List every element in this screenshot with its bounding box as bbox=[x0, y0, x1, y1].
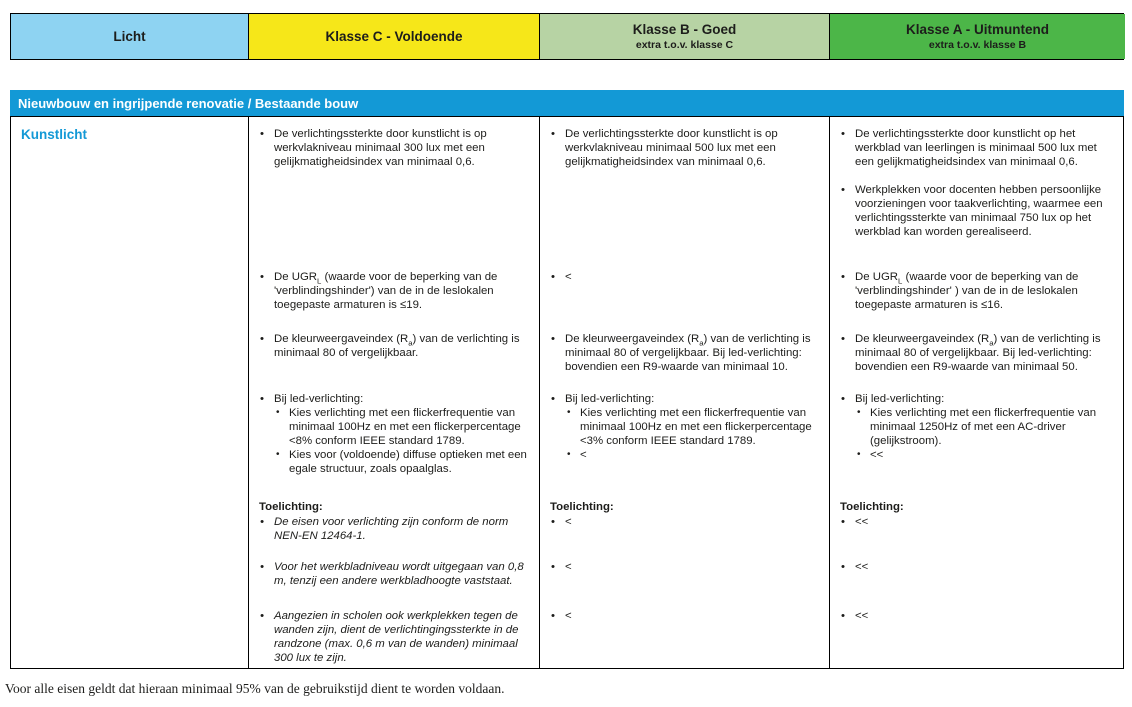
toelichting-item: • < bbox=[550, 515, 819, 559]
section-led bbox=[259, 392, 529, 500]
toelichting-item: • << bbox=[840, 609, 1115, 623]
toelichting-label: Toelichting: bbox=[550, 501, 614, 513]
sub-bullet-item: • << bbox=[856, 448, 1115, 462]
document-content bbox=[5, 13, 1124, 697]
sub-bullet-list bbox=[565, 406, 819, 462]
footer-note: Voor alle eisen geldt dat hieraan minimaal 95% van de gebruikstijd dient te worden voldaan. bbox=[5, 681, 505, 696]
sub-bullet-item: • Kies voor (voldoende) diffuse optieken met een egale structuur, zoals opaalglas. bbox=[275, 448, 529, 476]
column-klasse-a bbox=[829, 117, 1125, 668]
bullet-item: • De kleurweergaveindex $(R_a)$ van de verlichting is minimaal 80 of vergelijkbaar. bbox=[259, 332, 529, 360]
toelichting-item: • < bbox=[550, 560, 819, 608]
sub-bullet-list bbox=[274, 406, 529, 476]
header-cell-klasse-b bbox=[539, 14, 829, 59]
bullet-item: • < bbox=[550, 270, 819, 284]
header-cell-licht bbox=[11, 14, 248, 59]
section-verlichtingssterkte bbox=[259, 127, 529, 270]
bullet-item: • Werkplekken voor docenten hebben persoonlijke voorzieningen voor taakverlichting, waarmee een verlichtingssterkte van minimaal 750 lux op het werkblad kan worden gerealiseerd. bbox=[840, 183, 1115, 239]
header-title-klasse-b: Klasse B - Goed bbox=[632, 21, 737, 37]
section-kleurweergave bbox=[259, 332, 529, 392]
requirements-table bbox=[10, 116, 1124, 669]
sub-bullet-item: • Kies verlichting met een flickerfrequentie van minimaal 100Hz en met een flickerpercentage <8% conform IEEE standard 1789. bbox=[275, 406, 529, 448]
column-klasse-b bbox=[539, 117, 829, 668]
bullet-item: • De $UGR_L$ (waarde voor de beperking van de 'verblindingshinder') van de in de leslokalen toegepaste armaturen is ≤19. bbox=[259, 270, 529, 312]
section-ugr bbox=[259, 270, 529, 332]
toelichting-item: • << bbox=[840, 515, 1115, 559]
sub-bullet-item: • Kies verlichting met een flickerfrequentie van minimaal 100Hz en met een flickerpercentage <3% conform IEEE standard 1789. bbox=[566, 406, 819, 448]
section-toelichting bbox=[840, 500, 1115, 623]
toelichting-item: • < bbox=[550, 609, 819, 623]
section-ugr bbox=[840, 270, 1115, 332]
bullet-item: • Bij led-verlichting: • Kies verlichting met een flickerfrequentie van minimaal 1250Hz of met een AC-driver (gelijkstroom). • << bbox=[840, 392, 1115, 462]
toelichting-item: • De eisen voor verlichting zijn conform de norm NEN-EN 12464-1. bbox=[259, 515, 529, 559]
class-header-row bbox=[10, 13, 1124, 60]
section-led bbox=[550, 392, 819, 500]
section-verlichtingssterkte bbox=[840, 127, 1115, 270]
toelichting-label: Toelichting: bbox=[840, 501, 904, 513]
column-row-label bbox=[11, 117, 248, 668]
section-kleurweergave bbox=[550, 332, 819, 392]
section-kleurweergave bbox=[840, 332, 1115, 392]
section-banner-title: Nieuwbouw en ingrijpende renovatie / Bestaande bouw bbox=[18, 95, 359, 111]
section-verlichtingssterkte bbox=[550, 127, 819, 270]
toelichting-item: • Voor het werkbladniveau wordt uitgegaan van 0,8 m, tenzij een andere werkbladhoogte vaststaat. bbox=[259, 560, 529, 608]
section-toelichting bbox=[259, 500, 529, 665]
bullet-item: • Bij led-verlichting: • Kies verlichting met een flickerfrequentie van minimaal 100Hz en met een flickerpercentage <3% conform IEEE standard 1789. • < bbox=[550, 392, 819, 462]
spacer bbox=[10, 60, 1124, 90]
bullet-item: • De $UGR_L$ (waarde voor de beperking van de 'verblindingshinder' ) van de in de leslokalen toegepaste armaturen is ≤16. bbox=[840, 270, 1115, 312]
header-subtitle-klasse-a: extra t.o.v. klasse B bbox=[928, 39, 1027, 52]
bullet-item: • De verlichtingssterkte door kunstlicht is op werkvlakniveau minimaal 500 lux met een gelijkmatigheidsindex van minimaal 0,6. bbox=[550, 127, 819, 169]
toelichting-item: • << bbox=[840, 560, 1115, 608]
bullet-item: • De kleurweergaveindex $(R_a)$ van de verlichting is minimaal 80 of vergelijkbaar. Bij led-verlichting: bovendien een R9-waarde van minimaal 10. bbox=[550, 332, 819, 374]
section-ugr bbox=[550, 270, 819, 332]
section-toelichting bbox=[550, 500, 819, 623]
section-banner bbox=[10, 90, 1124, 116]
sub-bullet-item: • Kies verlichting met een flickerfrequentie van minimaal 1250Hz of met een AC-driver (gelijkstroom). bbox=[856, 406, 1115, 448]
sub-bullet-list bbox=[855, 406, 1115, 462]
header-subtitle-klasse-b: extra t.o.v. klasse C bbox=[635, 39, 734, 52]
header-cell-klasse-c bbox=[248, 14, 539, 59]
toelichting-label: Toelichting: bbox=[259, 501, 323, 513]
header-title-licht: Licht bbox=[113, 28, 146, 44]
header-title-klasse-c: Klasse C - Voldoende bbox=[325, 28, 463, 44]
column-klasse-c bbox=[248, 117, 539, 668]
sub-bullet-item: • < bbox=[566, 448, 819, 462]
bullet-item: • De kleurweergaveindex $(R_a)$ van de verlichting is minimaal 80 of vergelijkbaar. Bij led-verlichting: bovendien een R9-waarde van minimaal 50. bbox=[840, 332, 1115, 374]
row-label-kunstlicht: Kunstlicht bbox=[21, 127, 87, 142]
toelichting-item: • Aangezien in scholen ook werkplekken tegen de wanden zijn, dient de verlichtingingssterkte in de randzone (max. 0,6 m van de wanden) minimaal 300 lux te zijn. bbox=[259, 609, 529, 665]
header-title-klasse-a: Klasse A - Uitmuntend bbox=[905, 21, 1049, 37]
bullet-item: • De verlichtingssterkte door kunstlicht op het werkblad van leerlingen is minimaal 500 lux met een gelijkmatigheidsindex van minimaal 0,6. bbox=[840, 127, 1115, 169]
header-cell-klasse-a bbox=[829, 14, 1125, 59]
bullet-item: • De verlichtingssterkte door kunstlicht is op werkvlakniveau minimaal 300 lux met een gelijkmatigheidsindex van minimaal 0,6. bbox=[259, 127, 529, 169]
bullet-item: • Bij led-verlichting: • Kies verlichting met een flickerfrequentie van minimaal 100Hz en met een flickerpercentage <8% conform IEEE standard 1789. • Kies voor (voldoende) diffuse optieken met een egale structuur, zoals opaalglas. bbox=[259, 392, 529, 476]
section-led bbox=[840, 392, 1115, 500]
